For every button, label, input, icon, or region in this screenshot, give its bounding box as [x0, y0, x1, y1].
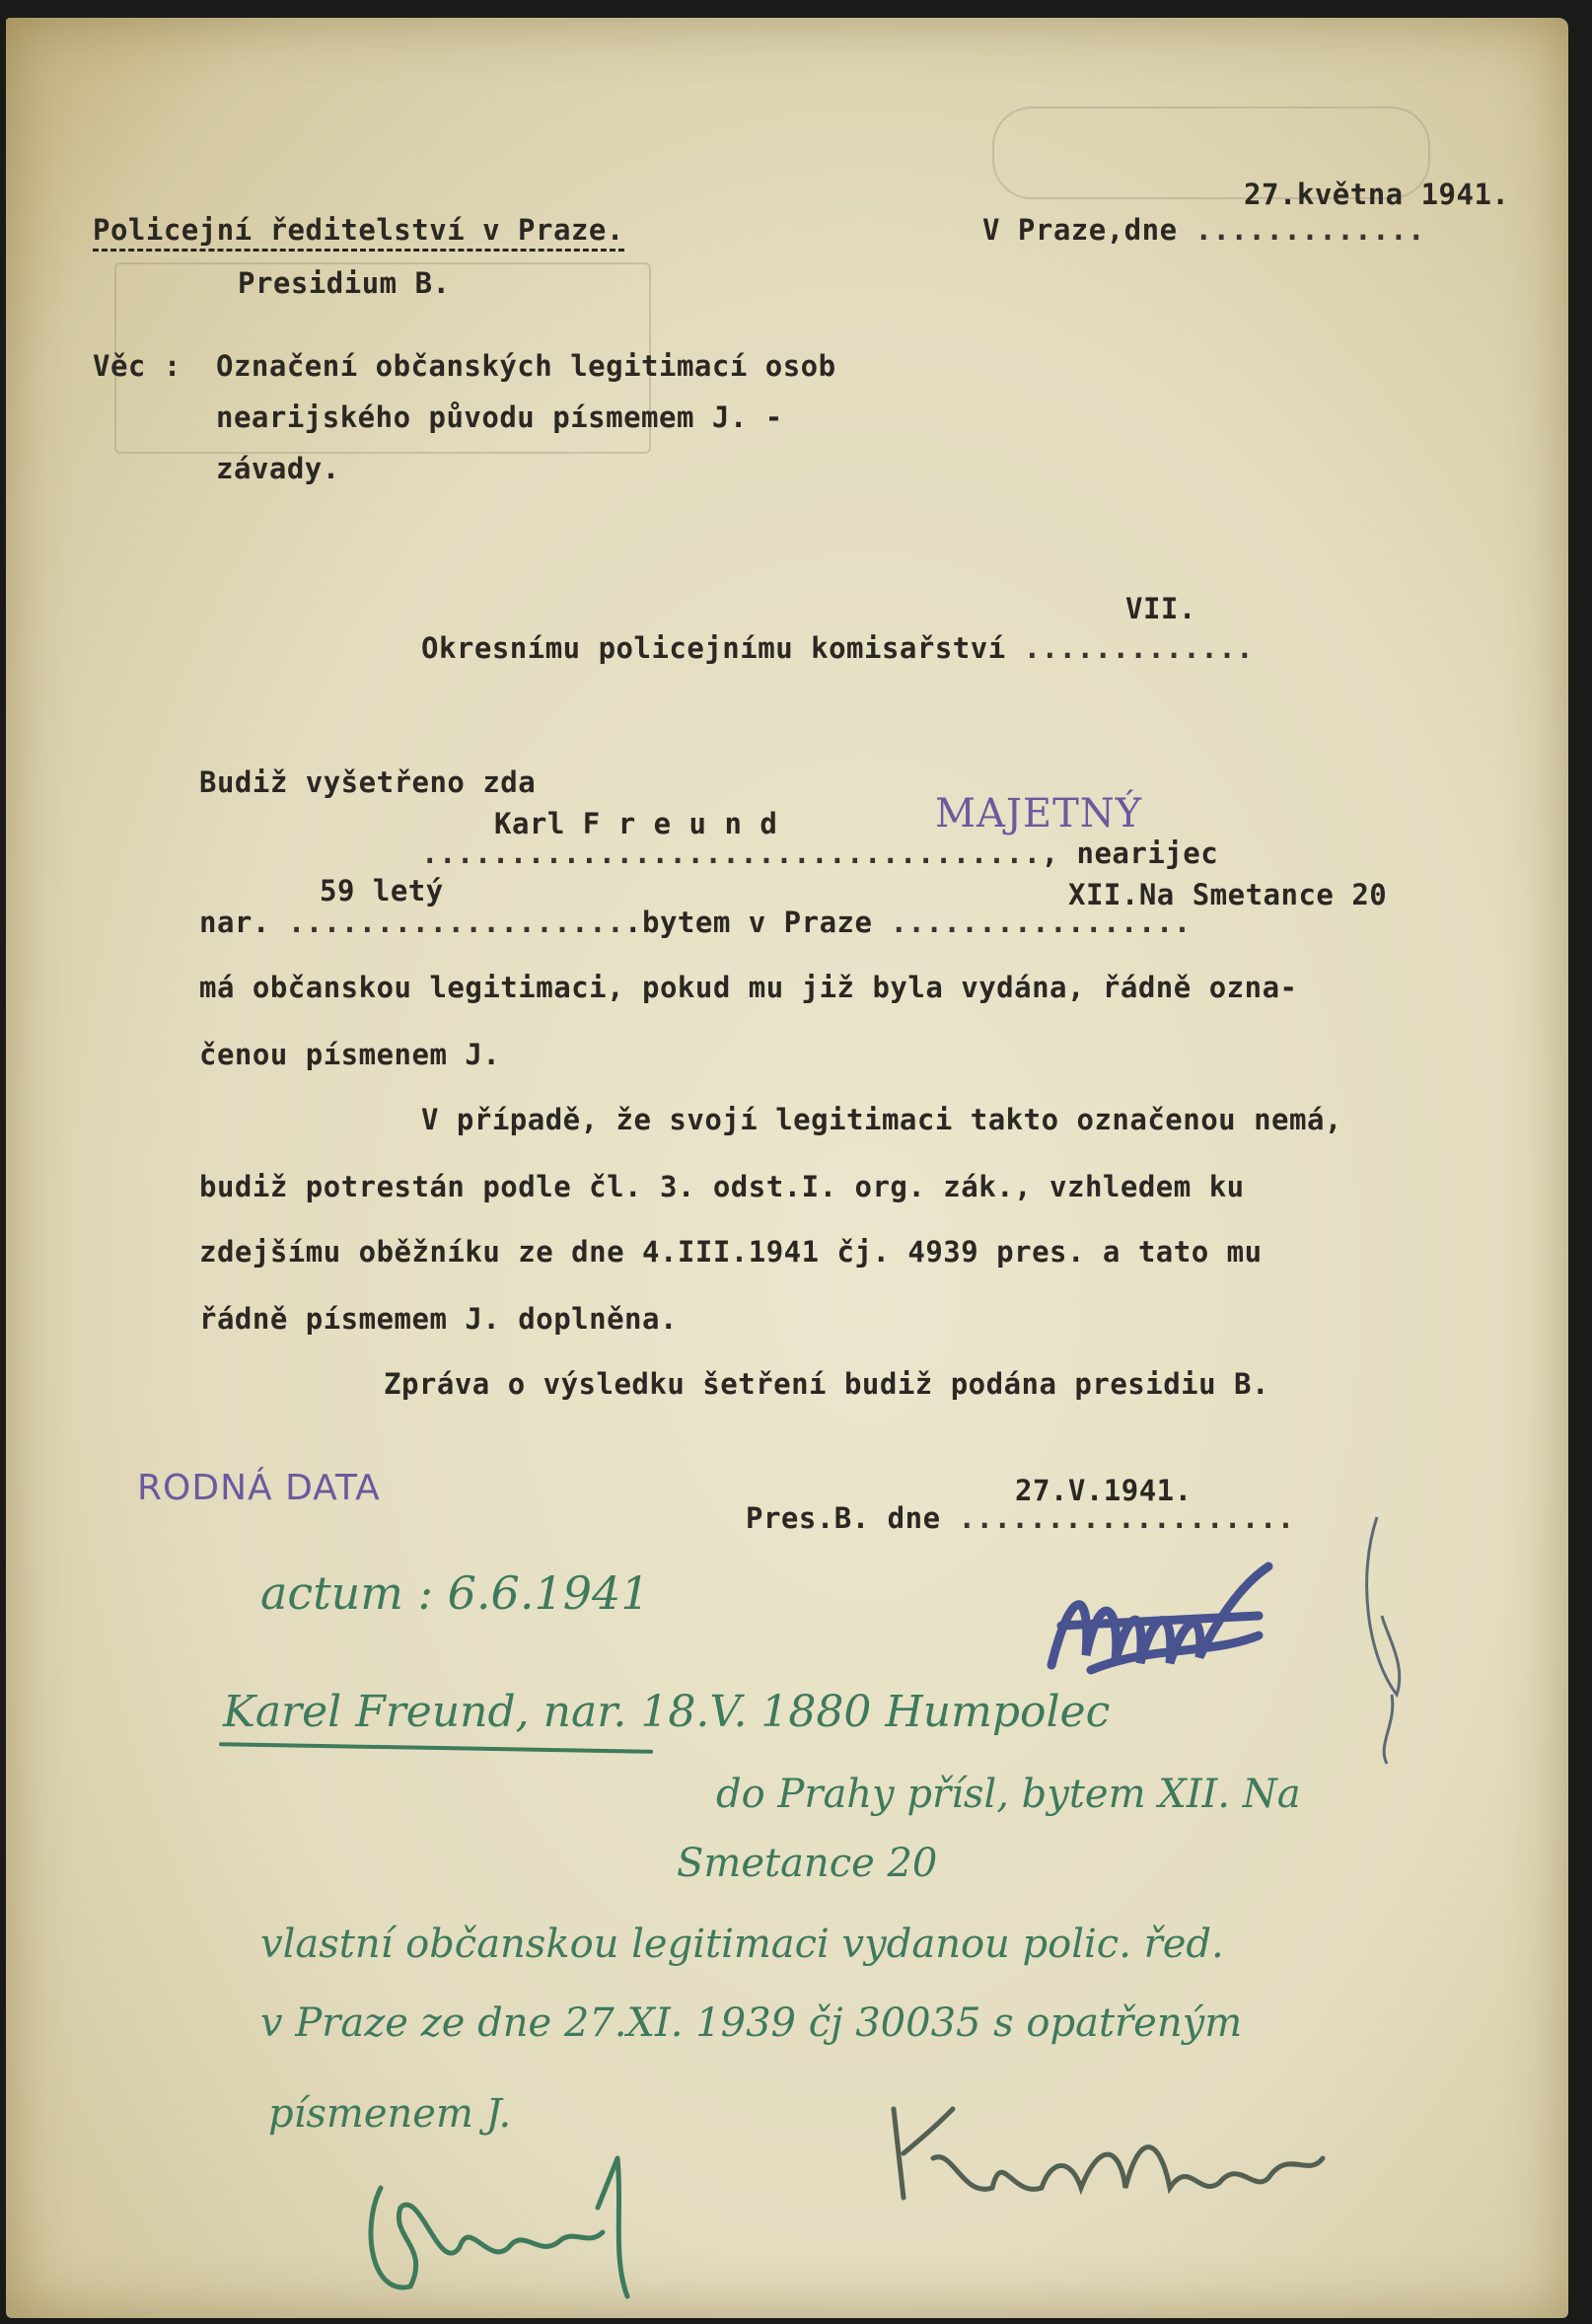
- addressee-line: [421, 631, 1254, 665]
- pres-dots: ...................: [958, 1501, 1295, 1535]
- pencil-mark: [1338, 1497, 1436, 1774]
- district-number: VII.: [1125, 592, 1196, 625]
- para2-line2: budiž potrestán podle čl. 3. odst.I. org. zák., vzhledem ku: [199, 1170, 1245, 1203]
- para3: Zpráva o výsledku šetření budiž podána presidiu B.: [384, 1367, 1269, 1401]
- handwritten-underline: [219, 1742, 653, 1754]
- official-signature: [1032, 1547, 1288, 1695]
- department-label: Presidium B.: [238, 266, 451, 300]
- birth-residence-line: [199, 906, 1192, 939]
- handwritten-line-2: Karel Freund, nar. 18.V. 1880 Humpolec: [223, 1687, 1111, 1737]
- para2-line4: řádně písmemem J. doplněna.: [199, 1302, 678, 1336]
- handwritten-line-7: písmenem J.: [268, 2091, 512, 2137]
- handwritten-line-6: v Praze ze dne 27.XI. 1939 čj 30035 s opatřeným: [260, 2000, 1243, 2046]
- subject-line-3: závady.: [216, 452, 340, 485]
- place-date-line: [982, 213, 1425, 247]
- stamp-rodna-data: RODNÁ DATA: [137, 1468, 381, 1508]
- residence-label: .bytem v Praze: [624, 906, 873, 939]
- status-suffix: , nearijec: [1041, 836, 1219, 870]
- para2-line1: V případě, že svojí legitimaci takto označenou nemá,: [421, 1103, 1342, 1136]
- letter-date: 27.května 1941.: [1244, 178, 1510, 211]
- pres-label: Pres.B. dne: [746, 1501, 941, 1535]
- handwritten-line-4: Smetance 20: [677, 1841, 938, 1886]
- subject-label: Věc :: [93, 349, 181, 383]
- authority-title: Policejní ředitelství v Praze.: [93, 213, 624, 247]
- person-name: Karl F r e u n d: [494, 807, 778, 840]
- residence-dots: .................: [890, 906, 1192, 939]
- handwritten-line-5: vlastní občanskou legitimaci vydanou polic. řed.: [260, 1922, 1224, 1967]
- subject-line-1: Označení občanských legitimací osob: [216, 349, 836, 383]
- signature-karel-freund: [874, 2089, 1328, 2227]
- handwritten-actum: actum : 6.6.1941: [260, 1566, 650, 1620]
- name-dots-line: [421, 836, 1218, 870]
- born-dots: ...................: [287, 906, 625, 939]
- place-dots: .............: [1194, 213, 1426, 247]
- signature-officer: [351, 2148, 667, 2316]
- para1-line2: čenou písmenem J.: [199, 1038, 501, 1071]
- para2-line3: zdejšímu oběžníku ze dne 4.III.1941 čj. 4939 pres. a tato mu: [199, 1235, 1263, 1269]
- name-dots: ...................................: [421, 836, 1042, 870]
- pres-line: [746, 1501, 1295, 1535]
- address-value: XII.Na Smetance 20: [1068, 878, 1388, 911]
- document-sheet: [6, 18, 1568, 2318]
- pres-date: 27.V.1941.: [1015, 1474, 1193, 1507]
- born-label: nar.: [199, 906, 270, 939]
- stamp-majetny: MAJETNÝ: [935, 791, 1143, 836]
- addressee-dots: .............: [1023, 631, 1255, 665]
- place-prefix: V Praze,dne: [982, 213, 1178, 247]
- addressee-text: Okresnímu policejnímu komisařství: [421, 631, 1006, 665]
- intro-line: Budiž vyšetřeno zda: [199, 765, 537, 799]
- age-value: 59 letý: [320, 874, 444, 908]
- handwritten-line-3: do Prahy přísl, bytem XII. Na: [716, 1772, 1301, 1817]
- para1-line1: má občanskou legitimaci, pokud mu již byla vydána, řádně ozna-: [199, 971, 1298, 1004]
- subject-line-2: nearijského původu písmemem J. -: [216, 400, 783, 434]
